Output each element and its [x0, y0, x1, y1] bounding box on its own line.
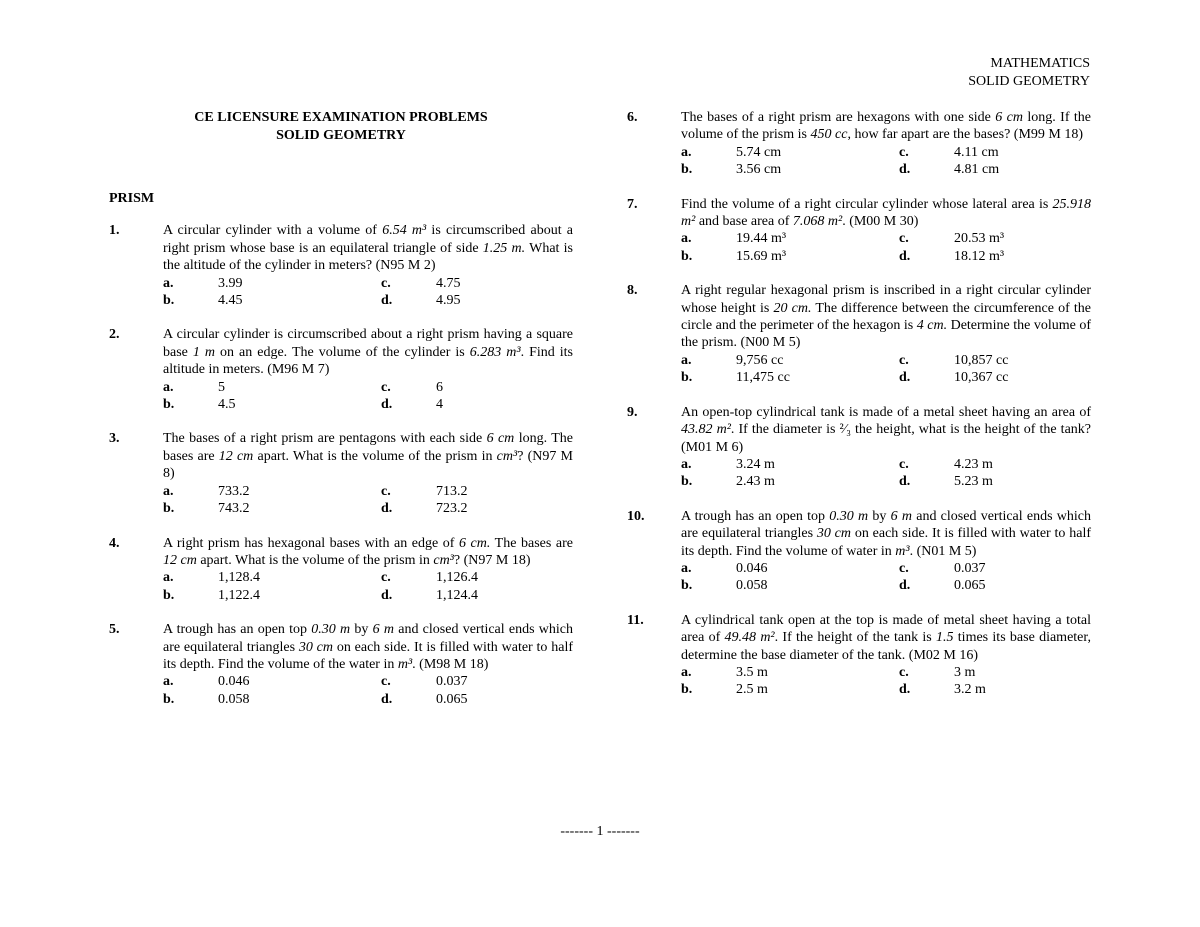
choice-d: 5.23 m: [954, 474, 993, 490]
choice-c: 3 m: [954, 664, 976, 680]
question-text: A cylindrical tank open at the top is made of metal sheet having a total area of 49.48 m². If the height of the tank is 1.5 times its base diameter, determine the base diameter of the tank. (M02 M 16): [681, 612, 1091, 663]
section-heading: PRISM: [109, 191, 155, 206]
choice-b: 4.45: [218, 293, 243, 309]
choice-d: 4: [436, 397, 443, 413]
choice-label-a: a.: [681, 144, 692, 160]
choice-c: 4.11 cm: [954, 144, 999, 160]
choice-label-b: b.: [163, 587, 175, 603]
header-topic: SOLID GEOMETRY: [968, 74, 1090, 89]
question-number: 6.: [627, 110, 638, 125]
choice-label-d: d.: [899, 370, 911, 386]
question-text: A right regular hexagonal prism is inscribed in a right circular cylinder whose height is 20 cm. The difference between the circumference of the circle and the perimeter of the hexagon is 4 cm. Determine the volume of the prism. (N00 M 5): [681, 283, 1091, 351]
choice-c: 0.037: [954, 560, 986, 576]
choice-label-d: d.: [381, 293, 393, 309]
choice-d: 3.2 m: [954, 682, 986, 698]
choice-c: 6: [436, 379, 443, 395]
choice-d: 4.81 cm: [954, 162, 1000, 178]
choice-d: 1,124.4: [436, 587, 478, 603]
choice-label-d: d.: [899, 578, 911, 594]
choice-label-d: d.: [381, 587, 393, 603]
choice-b: 743.2: [218, 501, 250, 517]
question-number: 5.: [109, 622, 120, 638]
choice-label-a: a.: [681, 231, 692, 247]
choice-label-c: c.: [899, 352, 909, 368]
right-column: [627, 109, 1091, 716]
choice-c: 4.23 m: [954, 456, 993, 472]
choice-label-c: c.: [899, 560, 909, 576]
choice-b: 0.058: [218, 691, 250, 707]
question-9: [627, 404, 1091, 491]
choice-label-c: c.: [899, 144, 909, 160]
choice-label-a: a.: [681, 456, 692, 472]
choice-label-a: a.: [163, 379, 174, 395]
choice-label-b: b.: [681, 474, 693, 490]
answer-choices: [163, 275, 573, 310]
running-header: [968, 55, 1090, 91]
choice-label-d: d.: [381, 501, 393, 517]
choice-b: 2.43 m: [736, 474, 775, 490]
header-subject: MATHEMATICS: [990, 56, 1090, 71]
question-number: 3.: [109, 431, 120, 447]
question-number: 4.: [109, 535, 120, 551]
answer-choices: [681, 230, 1091, 265]
choice-a: 3.99: [218, 275, 243, 291]
choice-label-d: d.: [899, 248, 911, 264]
choice-c: 1,126.4: [436, 570, 478, 586]
choice-label-b: b.: [681, 162, 693, 178]
choice-c: 10,857 cc: [954, 352, 1009, 368]
choice-label-d: d.: [899, 474, 911, 490]
question-4: [109, 535, 573, 605]
question-text: The bases of a right prism are hexagons with one side 6 cm long. If the volume of the prism is 450 cc, how far apart are the bases? (M99 M 18): [681, 110, 1092, 143]
choice-c: 0.037: [436, 674, 468, 690]
choice-d: 723.2: [436, 501, 468, 517]
choice-label-d: d.: [899, 162, 911, 178]
question-6: [627, 109, 1091, 179]
answer-choices: [681, 456, 1091, 491]
choice-b: 1,122.4: [218, 587, 260, 603]
choice-b: 0.058: [736, 578, 768, 594]
choice-label-c: c.: [899, 231, 909, 247]
answer-choices: [681, 144, 1091, 179]
choice-label-c: c.: [899, 664, 909, 680]
question-text: A circular cylinder with a volume of 6.54 m³ is circumscribed about a right prism whose base is an equilateral triangle of side 1.25 m. What is the altitude of the cylinder in meters? (N95 M 2): [163, 223, 574, 274]
choice-label-b: b.: [681, 248, 693, 264]
answer-choices: [163, 379, 573, 414]
choice-label-a: a.: [163, 483, 174, 499]
answer-choices: [163, 483, 573, 518]
choice-c: 713.2: [436, 483, 468, 499]
choice-label-d: d.: [381, 691, 393, 707]
choice-d: 10,367 cc: [954, 370, 1009, 386]
choice-d: 0.065: [954, 578, 986, 594]
choice-a: 5.74 cm: [736, 144, 782, 160]
choice-label-d: d.: [381, 397, 393, 413]
answer-choices: [681, 664, 1091, 699]
choice-label-a: a.: [681, 664, 692, 680]
choice-a: 0.046: [218, 674, 250, 690]
answer-choices: [163, 673, 573, 708]
choice-label-b: b.: [163, 397, 175, 413]
question-number: 9.: [627, 404, 638, 420]
question-number: 1.: [109, 223, 120, 239]
choice-label-a: a.: [681, 352, 692, 368]
choice-label-c: c.: [381, 275, 391, 291]
question-11: [627, 612, 1091, 699]
choice-b: 4.5: [218, 397, 236, 413]
question-text: A trough has an open top 0.30 m by 6 m and closed vertical ends which are equilateral triangles 30 cm on each side. It is filled with water to half its depth. Find the volume of the water in m³. (M98 M 18): [163, 622, 574, 672]
question-2: [109, 326, 573, 413]
choice-label-b: b.: [163, 501, 175, 517]
title-line-2: SOLID GEOMETRY: [276, 128, 406, 143]
choice-c: 4.75: [436, 275, 461, 291]
question-text: A trough has an open top 0.30 m by 6 m and closed vertical ends which are equilateral triangles 30 cm on each side. It is filled with water to half its depth. Find the volume of water in m³. (N01 M 5): [681, 508, 1092, 559]
question-7: [627, 196, 1091, 266]
choice-label-c: c.: [381, 379, 391, 395]
choice-label-b: b.: [681, 682, 693, 698]
choice-label-b: b.: [163, 293, 175, 309]
choice-a: 3.24 m: [736, 456, 775, 472]
choice-d: 18.12 m³: [954, 248, 1005, 264]
choice-label-c: c.: [381, 674, 391, 690]
choice-b: 11,475 cc: [736, 370, 790, 386]
question-number: 2.: [109, 327, 120, 343]
question-text: The bases of a right prism are pentagons with each side 6 cm long. The bases are 12 cm apart. What is the volume of the prism in cm³? (N97 M 8): [163, 431, 573, 482]
question-3: [109, 430, 573, 517]
choice-b: 2.5 m: [736, 682, 768, 698]
page-number: ------- 1 -------: [560, 824, 640, 839]
choice-label-b: b.: [681, 578, 693, 594]
question-number: 11.: [627, 612, 644, 628]
choice-a: 733.2: [218, 483, 250, 499]
question-number: 8.: [627, 283, 638, 299]
choice-c: 20.53 m³: [954, 231, 1005, 247]
title-line-1: CE LICENSURE EXAMINATION PROBLEMS: [194, 110, 488, 125]
question-text: A right prism has hexagonal bases with an edge of 6 cm. The bases are 12 cm apart. What is the volume of the prism in cm³? (N97 M 18): [163, 535, 573, 568]
choice-label-a: a.: [681, 560, 692, 576]
question-1: [109, 222, 573, 309]
choice-label-c: c.: [381, 483, 391, 499]
answer-choices: [163, 569, 573, 604]
choice-a: 19.44 m³: [736, 231, 787, 247]
choice-b: 15.69 m³: [736, 248, 787, 264]
choice-a: 5: [218, 379, 225, 395]
choice-b: 3.56 cm: [736, 162, 782, 178]
question-text: Find the volume of a right circular cylinder whose lateral area is 25.918 m² and base area of 7.068 m². (M00 M 30): [681, 196, 1091, 230]
choice-label-b: b.: [681, 370, 693, 386]
choice-a: 1,128.4: [218, 570, 260, 586]
question-text: An open-top cylindrical tank is made of a metal sheet having an area of 43.82 m². If the diameter is ²⁄₃ the height, what is the height of the tank? (M01 M 6): [681, 404, 1091, 455]
choice-a: 3.5 m: [736, 664, 768, 680]
choice-label-a: a.: [163, 570, 174, 586]
answer-choices: [681, 352, 1091, 387]
choice-d: 4.95: [436, 293, 461, 309]
question-10: [627, 508, 1091, 595]
page-title: [109, 109, 573, 145]
choice-label-c: c.: [899, 456, 909, 472]
answer-choices: [681, 560, 1091, 595]
choice-a: 9,756 cc: [736, 352, 784, 368]
question-5: [109, 621, 573, 708]
choice-label-d: d.: [899, 682, 911, 698]
choice-label-a: a.: [163, 674, 174, 690]
question-8: [627, 282, 1091, 386]
choice-label-c: c.: [381, 570, 391, 586]
question-number: 7.: [627, 196, 638, 212]
choice-label-a: a.: [163, 275, 174, 291]
choice-label-b: b.: [163, 691, 175, 707]
question-number: 10.: [627, 508, 645, 524]
choice-a: 0.046: [736, 560, 768, 576]
left-column: [109, 109, 573, 725]
choice-d: 0.065: [436, 691, 468, 707]
question-text: A circular cylinder is circumscribed about a right prism having a square base 1 m on an edge. The volume of the cylinder is 6.283 m³. Find its altitude in meters. (M96 M 7): [163, 327, 573, 378]
